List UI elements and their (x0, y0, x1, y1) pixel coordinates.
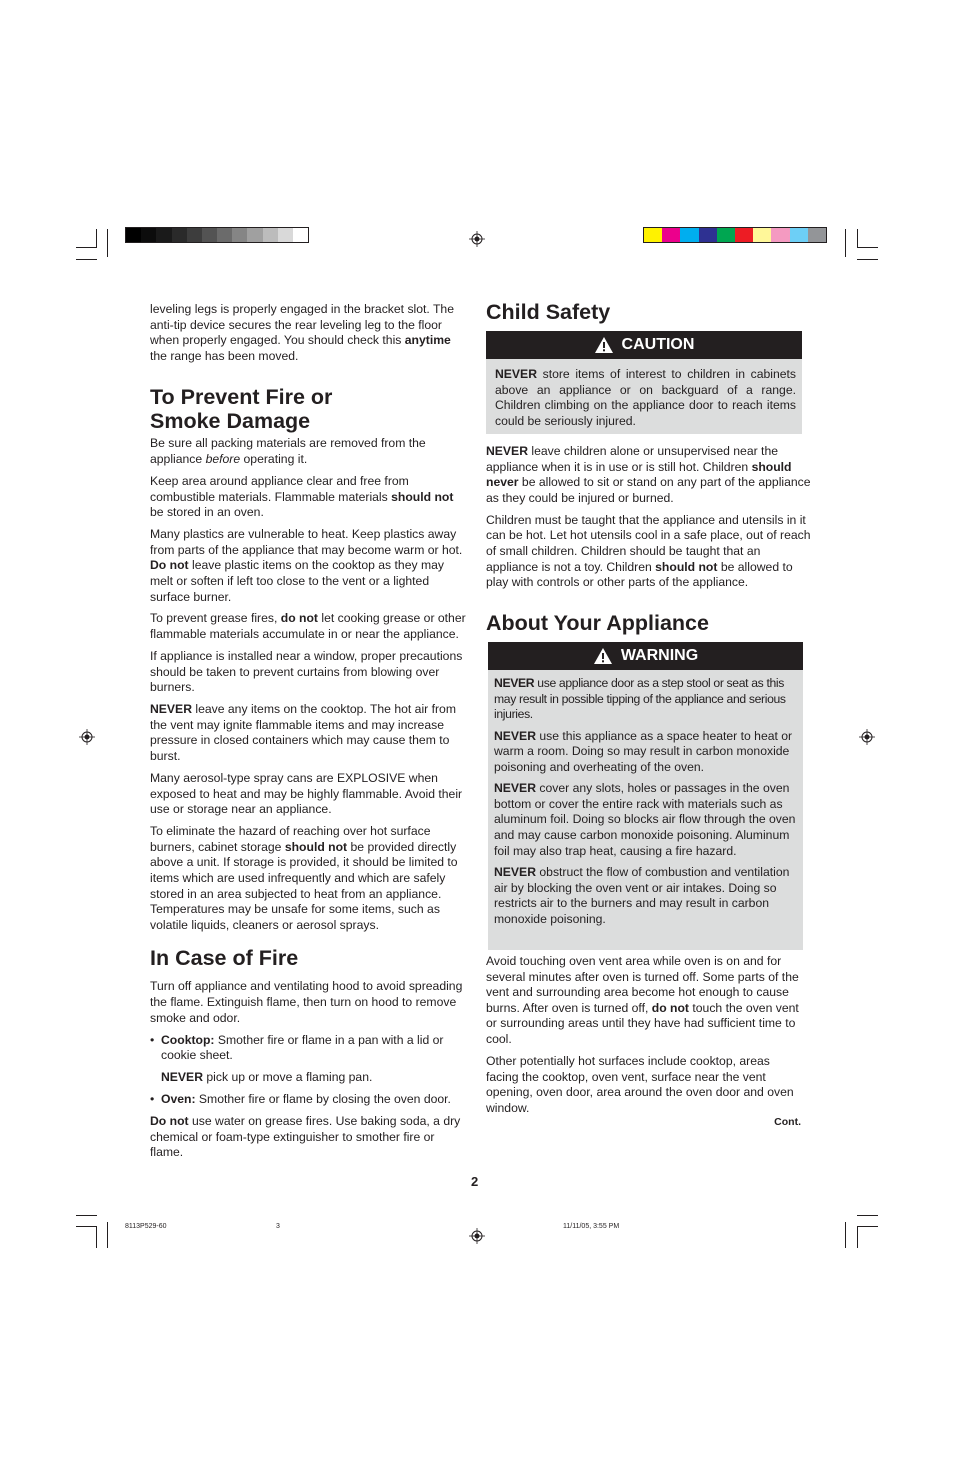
fire-paragraph: Many plastics are vulnerable to heat. Keep plastics away from parts of the appliance that may become warm or hot. Do not leave plastic items on the cooktop as they may melt or soften if left too close to the vent or a lighted surface burner. (150, 527, 463, 604)
footer-job-code: 8113P529-60 (125, 1223, 167, 1230)
color-swatch (735, 228, 753, 242)
fire-paragraph: Keep area around appliance clear and free from combustible materials. Flammable materials should not be stored in an oven. (150, 473, 454, 520)
warning-triangle-icon (593, 647, 613, 665)
child-safety-paragraph: NEVER leave children alone or unsupervised near the appliance when it is in use or is still hot. Children should never be allowed to sit or stand on any part of the appliance as they could be injured or burned. (486, 444, 811, 505)
color-swatch (753, 228, 771, 242)
color-swatch (172, 228, 187, 242)
warning-item: NEVER cover any slots, holes or passages in the oven bottom or cover the entire rack with materials such as aluminum foil. Doing so blocks air flow through the oven and may cause carbon monoxide poisoning. Aluminum foil may also trap heat, causing a fire hazard. (494, 781, 796, 858)
color-swatch (717, 228, 735, 242)
about-paragraph: Avoid touching oven vent area while oven is on and for several minutes after oven is turned off. Some parts of the vent and surrounding area become hot enough to cause burns. After oven is turned off, do not touch the oven vent or surrounding areas until they have had sufficient time to cool. (486, 954, 799, 1046)
case-of-fire-heading: In Case of Fire (150, 946, 299, 971)
continued-label: Cont. (774, 1116, 801, 1128)
color-swatch (278, 228, 293, 242)
color-swatch (202, 228, 217, 242)
left-column (150, 302, 466, 1167)
color-swatch (699, 228, 717, 242)
about-appliance-body (486, 954, 804, 1116)
color-swatch (771, 228, 789, 242)
process-color-bar (643, 227, 827, 243)
fire-paragraph: To prevent grease fires, do not let cooking grease or other flammable materials accumulate in or near the appliance. (150, 611, 466, 642)
color-swatch (662, 228, 680, 242)
cooktop-bullet: • Cooktop: Smother fire or flame in a pan with a lid or cookie sheet. (150, 1032, 444, 1063)
color-swatch (644, 228, 662, 242)
color-swatch (232, 228, 247, 242)
case-of-fire-paragraph: Turn off appliance and ventilating hood to avoid spreading the flame. Extinguish flame, then turn on hood to remove smoke and odor. (150, 979, 463, 1025)
footer-date: 11/11/05, 3:55 PM (563, 1223, 620, 1230)
fire-paragraph: NEVER leave any items on the cooktop. The hot air from the vent may ignite flammable items and may increase pressure in closed containers which may cause them to burst. (150, 702, 456, 764)
caution-text: NEVER store items of interest to children in cabinets above an appliance or on backguard of a range. Children climbing on the appliance door to reach items could be seriously injured. (495, 367, 796, 428)
warning-item: NEVER obstruct the flow of combustion and ventilation air by blocking the oven vent or air intakes. Doing so restricts air to the burners and may result in carbon monoxide poisoning. (494, 864, 790, 926)
registration-mark-top-icon (469, 231, 485, 247)
color-swatch (263, 228, 278, 242)
fire-paragraph: Many aerosol-type spray cans are EXPLOSIVE when exposed to heat and may be highly flammable. Avoid their use or storage near an appliance. (150, 771, 463, 817)
color-swatch (808, 228, 826, 242)
warning-box (488, 670, 803, 950)
never-pick-up-note: NEVER pick up or move a flaming pan. (161, 1070, 373, 1085)
color-swatch (680, 228, 698, 242)
warning-triangle-icon (594, 336, 614, 354)
color-swatch (156, 228, 171, 242)
anti-tip-continued-paragraph: leveling legs is properly engaged in the bracket slot. The anti-tip device secures the rear leveling leg to the floor when properly engaged. You should check this anytime the range has been moved. (150, 302, 454, 363)
color-swatch (141, 228, 156, 242)
page-number: 2 (471, 1174, 479, 1189)
caution-header: CAUTION (486, 331, 802, 359)
fire-paragraph: If appliance is installed near a window, proper precautions should be taken to prevent curtains from blowing over burners. (150, 649, 463, 695)
warning-item: NEVER use this appliance as a space heater to heat or warm a room. Doing so may result in carbon monoxide poisoning and overheating of the oven. (494, 728, 793, 774)
oven-bullet: • Oven: Smother fire or flame by closing the oven door. (150, 1092, 451, 1107)
fire-paragraph: Be sure all packing materials are removed from the appliance before operating it. (150, 436, 426, 466)
color-swatch (293, 228, 308, 242)
registration-mark-left-icon (79, 729, 95, 745)
warning-item: NEVER use appliance door as a step stool or seat as this may result in possible tipping of the appliance and serious injuries. (494, 676, 786, 722)
about-appliance-heading: About Your Appliance (486, 611, 709, 635)
grayscale-color-bar (125, 227, 309, 243)
registration-mark-right-icon (859, 729, 875, 745)
color-swatch (247, 228, 262, 242)
about-paragraph: Other potentially hot surfaces include cooktop, areas facing the cooktop, oven vent, surface near the vent opening, oven door, area around the oven door and oven window. (486, 1053, 794, 1115)
color-swatch (126, 228, 141, 242)
color-swatch (217, 228, 232, 242)
prevent-fire-heading: To Prevent Fire or Smoke Damage (150, 385, 333, 434)
child-safety-paragraph: Children must be taught that the appliance and utensils in it can be hot. Let hot utensils cool in a safe place, out of reach of small children. Children should be taught that an appliance is not a toy. Children should not be allowed to play with controls or other parts of the appliance. (486, 512, 811, 590)
caution-box (486, 359, 802, 434)
child-safety-heading: Child Safety (486, 300, 611, 324)
footer-sheet-number: 3 (276, 1223, 280, 1230)
color-swatch (187, 228, 202, 242)
color-swatch (790, 228, 808, 242)
fire-paragraph: To eliminate the hazard of reaching over hot surface burners, cabinet storage should not be provided directly above a unit. If storage is provided, it should be limited to items which are used infrequently and which are safely stored in an area subjected to heat from an appliance. Temperatures may be unsafe for some items, such as volatile liquids, cleaners or aerosol sprays. (150, 824, 458, 932)
grease-fire-paragraph: Do not use water on grease fires. Use baking soda, a dry chemical or foam-type extinguisher to smother fire or flame. (150, 1114, 461, 1160)
child-safety-body (486, 444, 811, 597)
registration-mark-bottom-icon (469, 1228, 485, 1244)
warning-header: WARNING (488, 642, 803, 670)
